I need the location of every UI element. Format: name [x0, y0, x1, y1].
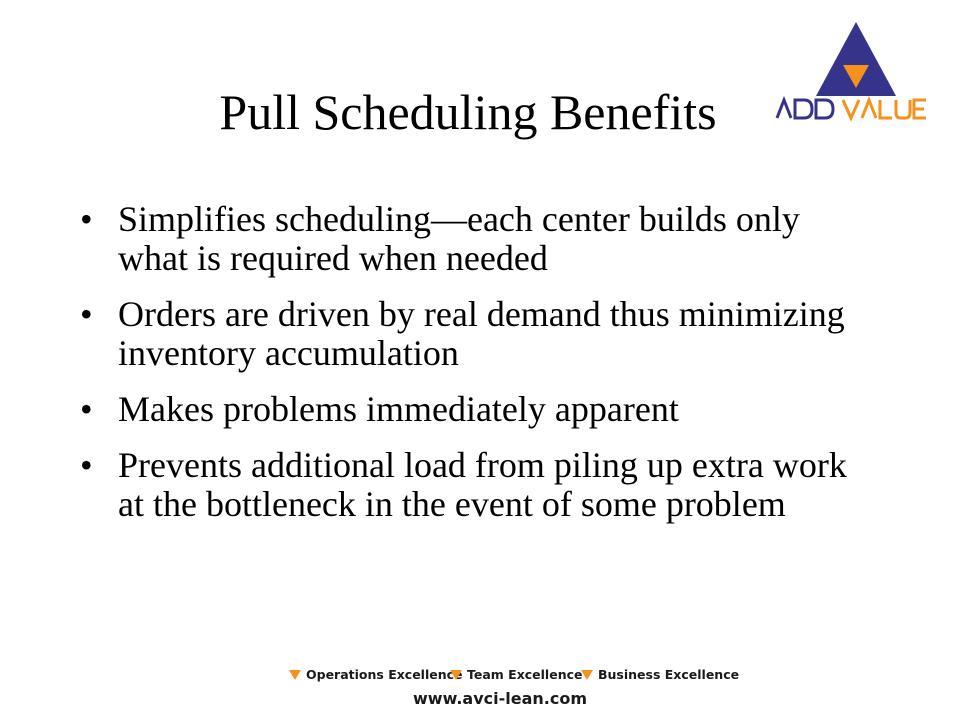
bullet-text: Makes problems immediately apparent — [118, 389, 679, 429]
footer-item-team — [450, 668, 582, 682]
bullet-marker: • — [80, 294, 93, 334]
bullet-item — [76, 295, 876, 373]
triangle-marker-icon — [450, 670, 462, 680]
bullet-text: Simplifies scheduling—each center builds only what is required when needed — [118, 199, 800, 278]
slide-title: Pull Scheduling Benefits — [219, 84, 717, 140]
triangle-marker-icon — [289, 670, 301, 680]
footer-website: www.avci-lean.com — [413, 689, 587, 708]
bullet-text: Orders are driven by real demand thus minimizing inventory accumulation — [118, 294, 845, 373]
bullet-list — [76, 200, 876, 541]
bullet-item — [76, 390, 876, 429]
footer-item-operations — [289, 668, 463, 682]
bullet-item — [76, 200, 876, 278]
footer-item-label: Business Excellence — [598, 667, 740, 682]
triangle-marker-icon — [581, 670, 593, 680]
bullet-marker: • — [80, 389, 93, 429]
bullet-item — [76, 446, 876, 524]
bullet-text: Prevents additional load from piling up extra work at the bottleneck in the event of some problem — [118, 445, 847, 524]
footer-item-label: Team Excellence — [467, 667, 583, 682]
bullet-marker: • — [80, 199, 93, 239]
footer-item-label: Operations Excellence — [306, 667, 463, 682]
footer-item-business — [581, 668, 739, 682]
footer — [0, 664, 960, 720]
bullet-marker: • — [80, 445, 93, 485]
